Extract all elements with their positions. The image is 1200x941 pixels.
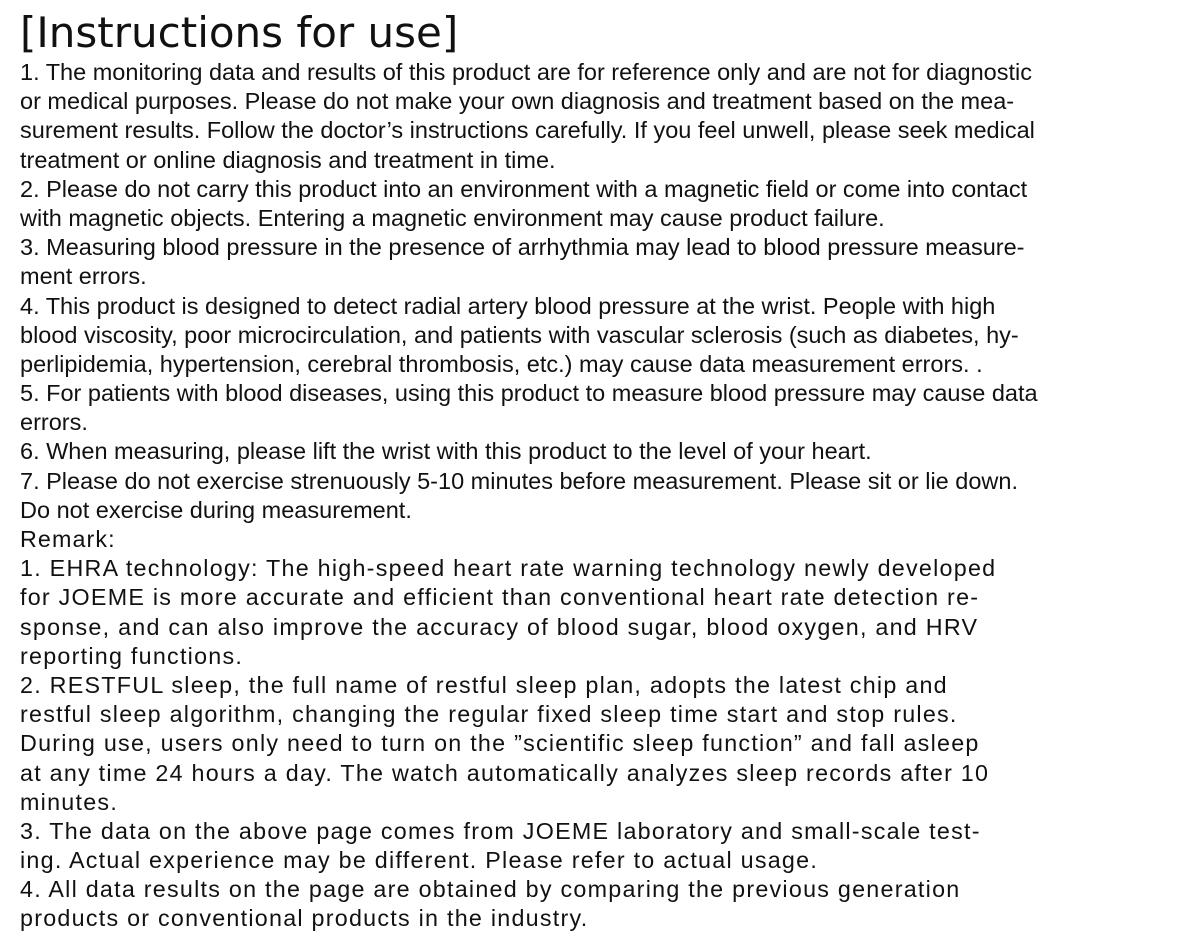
instruction-line: treatment or online diagnosis and treatment in time. — [20, 146, 556, 173]
remark-label: Remark: — [20, 526, 116, 552]
remark-line: 2. RESTFUL sleep, the full name of restful sleep plan, adopts the latest chip and — [20, 671, 948, 698]
remark-line: restful sleep algorithm, changing the regular fixed sleep time start and stop rules. — [20, 701, 958, 728]
instruction-line: 7. Please do not exercise strenuously 5-10 minutes before measurement. Please sit or lie down. — [20, 467, 1018, 494]
remark-line: sponse, and can also improve the accuracy of blood sugar, blood oxygen, and HRV — [20, 613, 979, 640]
remark-line: 3. The data on the above page comes from JOEME laboratory and small-scale test- — [20, 817, 981, 844]
remark-line: 1. EHRA technology: The high-speed heart rate warning technology newly developed — [20, 555, 997, 582]
instruction-line: blood viscosity, poor microcirculation, and patients with vascular sclerosis (such as diabetes, hy- — [20, 321, 1019, 348]
instruction-line: errors. — [20, 409, 88, 436]
instruction-line: or medical purposes. Please do not make your own diagnosis and treatment based on the mea- — [20, 88, 1015, 115]
remark-line: ing. Actual experience may be different. Please refer to actual usage. — [20, 847, 819, 874]
document-title: [Instructions for use] — [20, 8, 459, 57]
remark-line: products or conventional products in the industry. — [20, 905, 589, 932]
remark-line: During use, users only need to turn on the ”scientific sleep function” and fall asleep — [20, 730, 980, 757]
remark-line: at any time 24 hours a day. The watch automatically analyzes sleep records after 10 — [20, 759, 990, 786]
remark-line: 4. All data results on the page are obtained by comparing the previous generation — [20, 876, 961, 903]
instruction-line: with magnetic objects. Entering a magnetic environment may cause product failure. — [20, 204, 885, 231]
remark-line: minutes. — [20, 788, 119, 815]
instructions-list — [20, 58, 1185, 525]
remark-line: for JOEME is more accurate and efficient than conventional heart rate detection re- — [20, 584, 980, 611]
instruction-line: 5. For patients with blood diseases, using this product to measure blood pressure may cause data — [20, 380, 1038, 407]
instruction-line: 6. When measuring, please lift the wrist with this product to the level of your heart. — [20, 438, 872, 465]
instruction-line: Do not exercise during measurement. — [20, 496, 412, 523]
instruction-line: 2. Please do not carry this product into an environment with a magnetic field or come into contact — [20, 175, 1028, 202]
instructions-document — [20, 8, 1185, 934]
instruction-line: surement results. Follow the doctor’s instructions carefully. If you feel unwell, please seek medical — [20, 117, 1035, 144]
instruction-line: 1. The monitoring data and results of this product are for reference only and are not for diagnostic — [20, 59, 1032, 85]
remark-line: reporting functions. — [20, 642, 244, 669]
remark-section — [20, 525, 1185, 934]
instruction-line: 3. Measuring blood pressure in the presence of arrhythmia may lead to blood pressure measure- — [20, 234, 1025, 261]
instruction-line: 4. This product is designed to detect radial artery blood pressure at the wrist. People with high — [20, 292, 996, 319]
instruction-line: perlipidemia, hypertension, cerebral thrombosis, etc.) may cause data measurement errors. . — [20, 350, 983, 377]
instruction-line: ment errors. — [20, 263, 147, 290]
